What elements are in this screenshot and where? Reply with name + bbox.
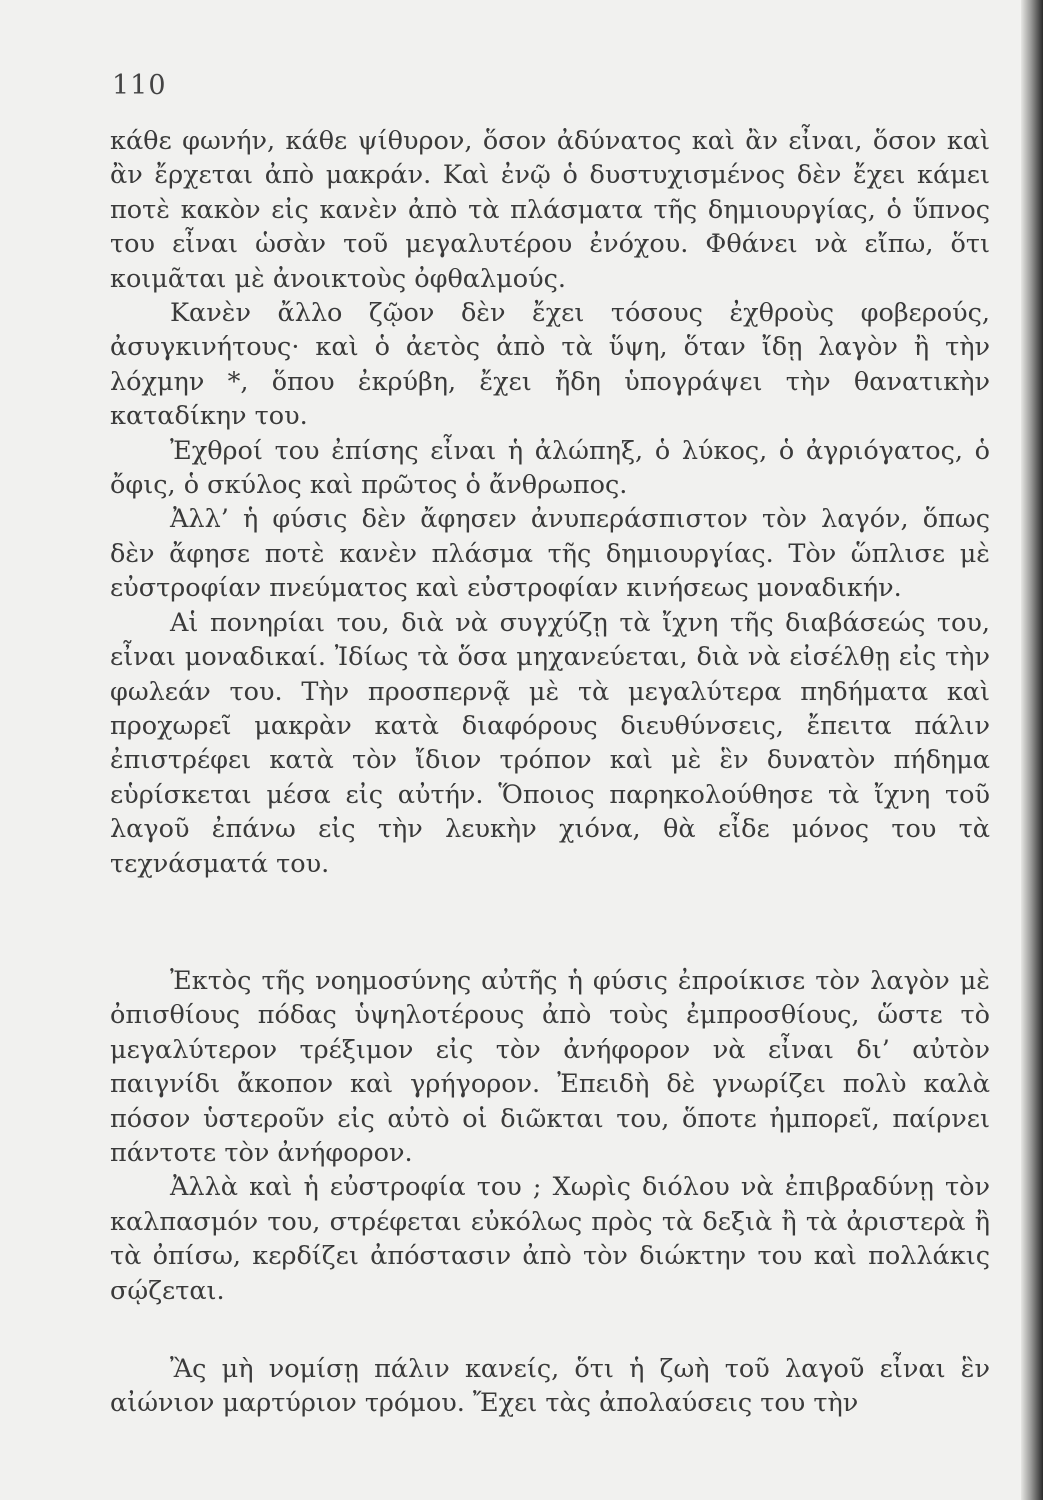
paragraph: Ἀλλὰ καὶ ἡ εὐστροφία του ; Χωρὶς διόλου νὰ ἐπιβραδύνῃ τὸν καλπασμόν του, στρέφεται εὐκόλως πρὸς τὰ δεξιὰ ἢ τὰ ἀριστερὰ ἢ τὰ ὀπίσω, κερδίζει ἀπόστασιν ἀπὸ τὸν διώκτην του καὶ πολλάκις σῴζεται. xyxy=(110,1172,990,1306)
paragraph: Κανὲν ἄλλο ζῷον δὲν ἔχει τόσους ἐχθροὺς φοβερούς, ἀσυγκινήτους· καὶ ὁ ἀετὸς ἀπὸ τὰ ὕψη, ὅταν ἴδῃ λαγὸν ἢ τὴν λόχμην *, ὅπου ἐκρύβη, ἔχει ἤδη ὑπογράψει τὴν θανατικὴν καταδίκην του. xyxy=(110,298,990,432)
page-number: 110 xyxy=(112,70,167,101)
paragraph: Ἐκτὸς τῆς νοημοσύνης αὐτῆς ἡ φύσις ἐπροίκισε τὸν λαγὸν μὲ ὀπισθίους πόδας ὑψηλοτέρους ἀπὸ τοὺς ἐμπροσθίους, ὥστε τὸ μεγαλύτερον τρέξιμον εἰς τὸν ἀνήφορον νὰ εἶναι δι’ αὐτὸν παιγνίδι ἄκοπον καὶ γρήγορον. Ἐπειδὴ δὲ γνωρίζει πολὺ καλὰ πόσον ὑστεροῦν εἰς αὐτὸ οἱ διῶκται του, ὅποτε ἠμπορεῖ, παίρνει πάντοτε τὸν ἀνήφορον. xyxy=(110,966,990,1169)
text-block-3 xyxy=(110,1352,990,1421)
paragraph: Ἐχθροί του ἐπίσης εἶναι ἡ ἀλώπηξ, ὁ λύκος, ὁ ἀγριόγατος, ὁ ὄφις, ὁ σκύλος καὶ πρῶτος ὁ ἄνθρωπος. xyxy=(110,435,990,501)
paragraph: κάθε φωνήν, κάθε ψίθυρον, ὅσον ἀδύνατος καὶ ἂν εἶναι, ὅσον καὶ ἂν ἔρχεται ἀπὸ μακράν. Καὶ ἐνῷ ὁ δυστυχισμένος δὲν ἔχει κάμει ποτὲ κακὸν εἰς κανὲν ἀπὸ τὰ πλάσματα τῆς δημιουργίας, ὁ ὕπνος του εἶναι ὡσὰν τοῦ μεγαλυτέρου ἐνόχου. Φθάνει νὰ εἴπω, ὅτι κοιμᾶται μὲ ἀνοικτοὺς ὀφθαλμούς. xyxy=(110,126,990,294)
paragraph: Αἱ πονηρίαι του, διὰ νὰ συγχύζῃ τὰ ἴχνη τῆς διαβάσεώς του, εἶναι μοναδικαί. Ἰδίως τὰ ὅσα μηχανεύεται, διὰ νὰ εἰσέλθῃ εἰς τὴν φωλεάν του. Τὴν προσπερνᾷ μὲ τὰ μεγαλύτερα πηδήματα καὶ προχωρεῖ μακρὰν κατὰ διαφόρους διευθύνσεις, ἔπειτα πάλιν ἐπιστρέφει κατὰ τὸν ἴδιον τρόπον καὶ μὲ ἓν δυνατὸν πήδημα εὑρίσκεται μέσα εἰς αὐτήν. Ὅποιος παρηκολούθησε τὰ ἴχνη τοῦ λαγοῦ ἐπάνω εἰς τὴν λευκὴν χιόνα, θὰ εἶδε μόνος του τὰ τεχνάσματά του. xyxy=(110,607,990,879)
paragraph: Ἂς μὴ νομίσῃ πάλιν κανείς, ὅτι ἡ ζωὴ τοῦ λαγοῦ εἶναι ἓν αἰώνιον μαρτύριον τρόμου. Ἔχει τὰς ἀπολαύσεις του τὴν xyxy=(110,1354,990,1419)
text-block-2 xyxy=(110,964,990,1308)
text-block-1 xyxy=(110,124,990,881)
paragraph: Ἀλλ’ ἡ φύσις δὲν ἄφησεν ἀνυπεράσπιστον τὸν λαγόν, ὅπως δὲν ἄφησε ποτὲ κανὲν πλάσμα τῆς δημιουργίας. Τὸν ὥπλισε μὲ εὐστροφίαν πνεύματος καὶ εὐστροφίαν κινήσεως μοναδικήν. xyxy=(110,504,990,604)
page-binding-shadow xyxy=(1021,0,1043,1500)
